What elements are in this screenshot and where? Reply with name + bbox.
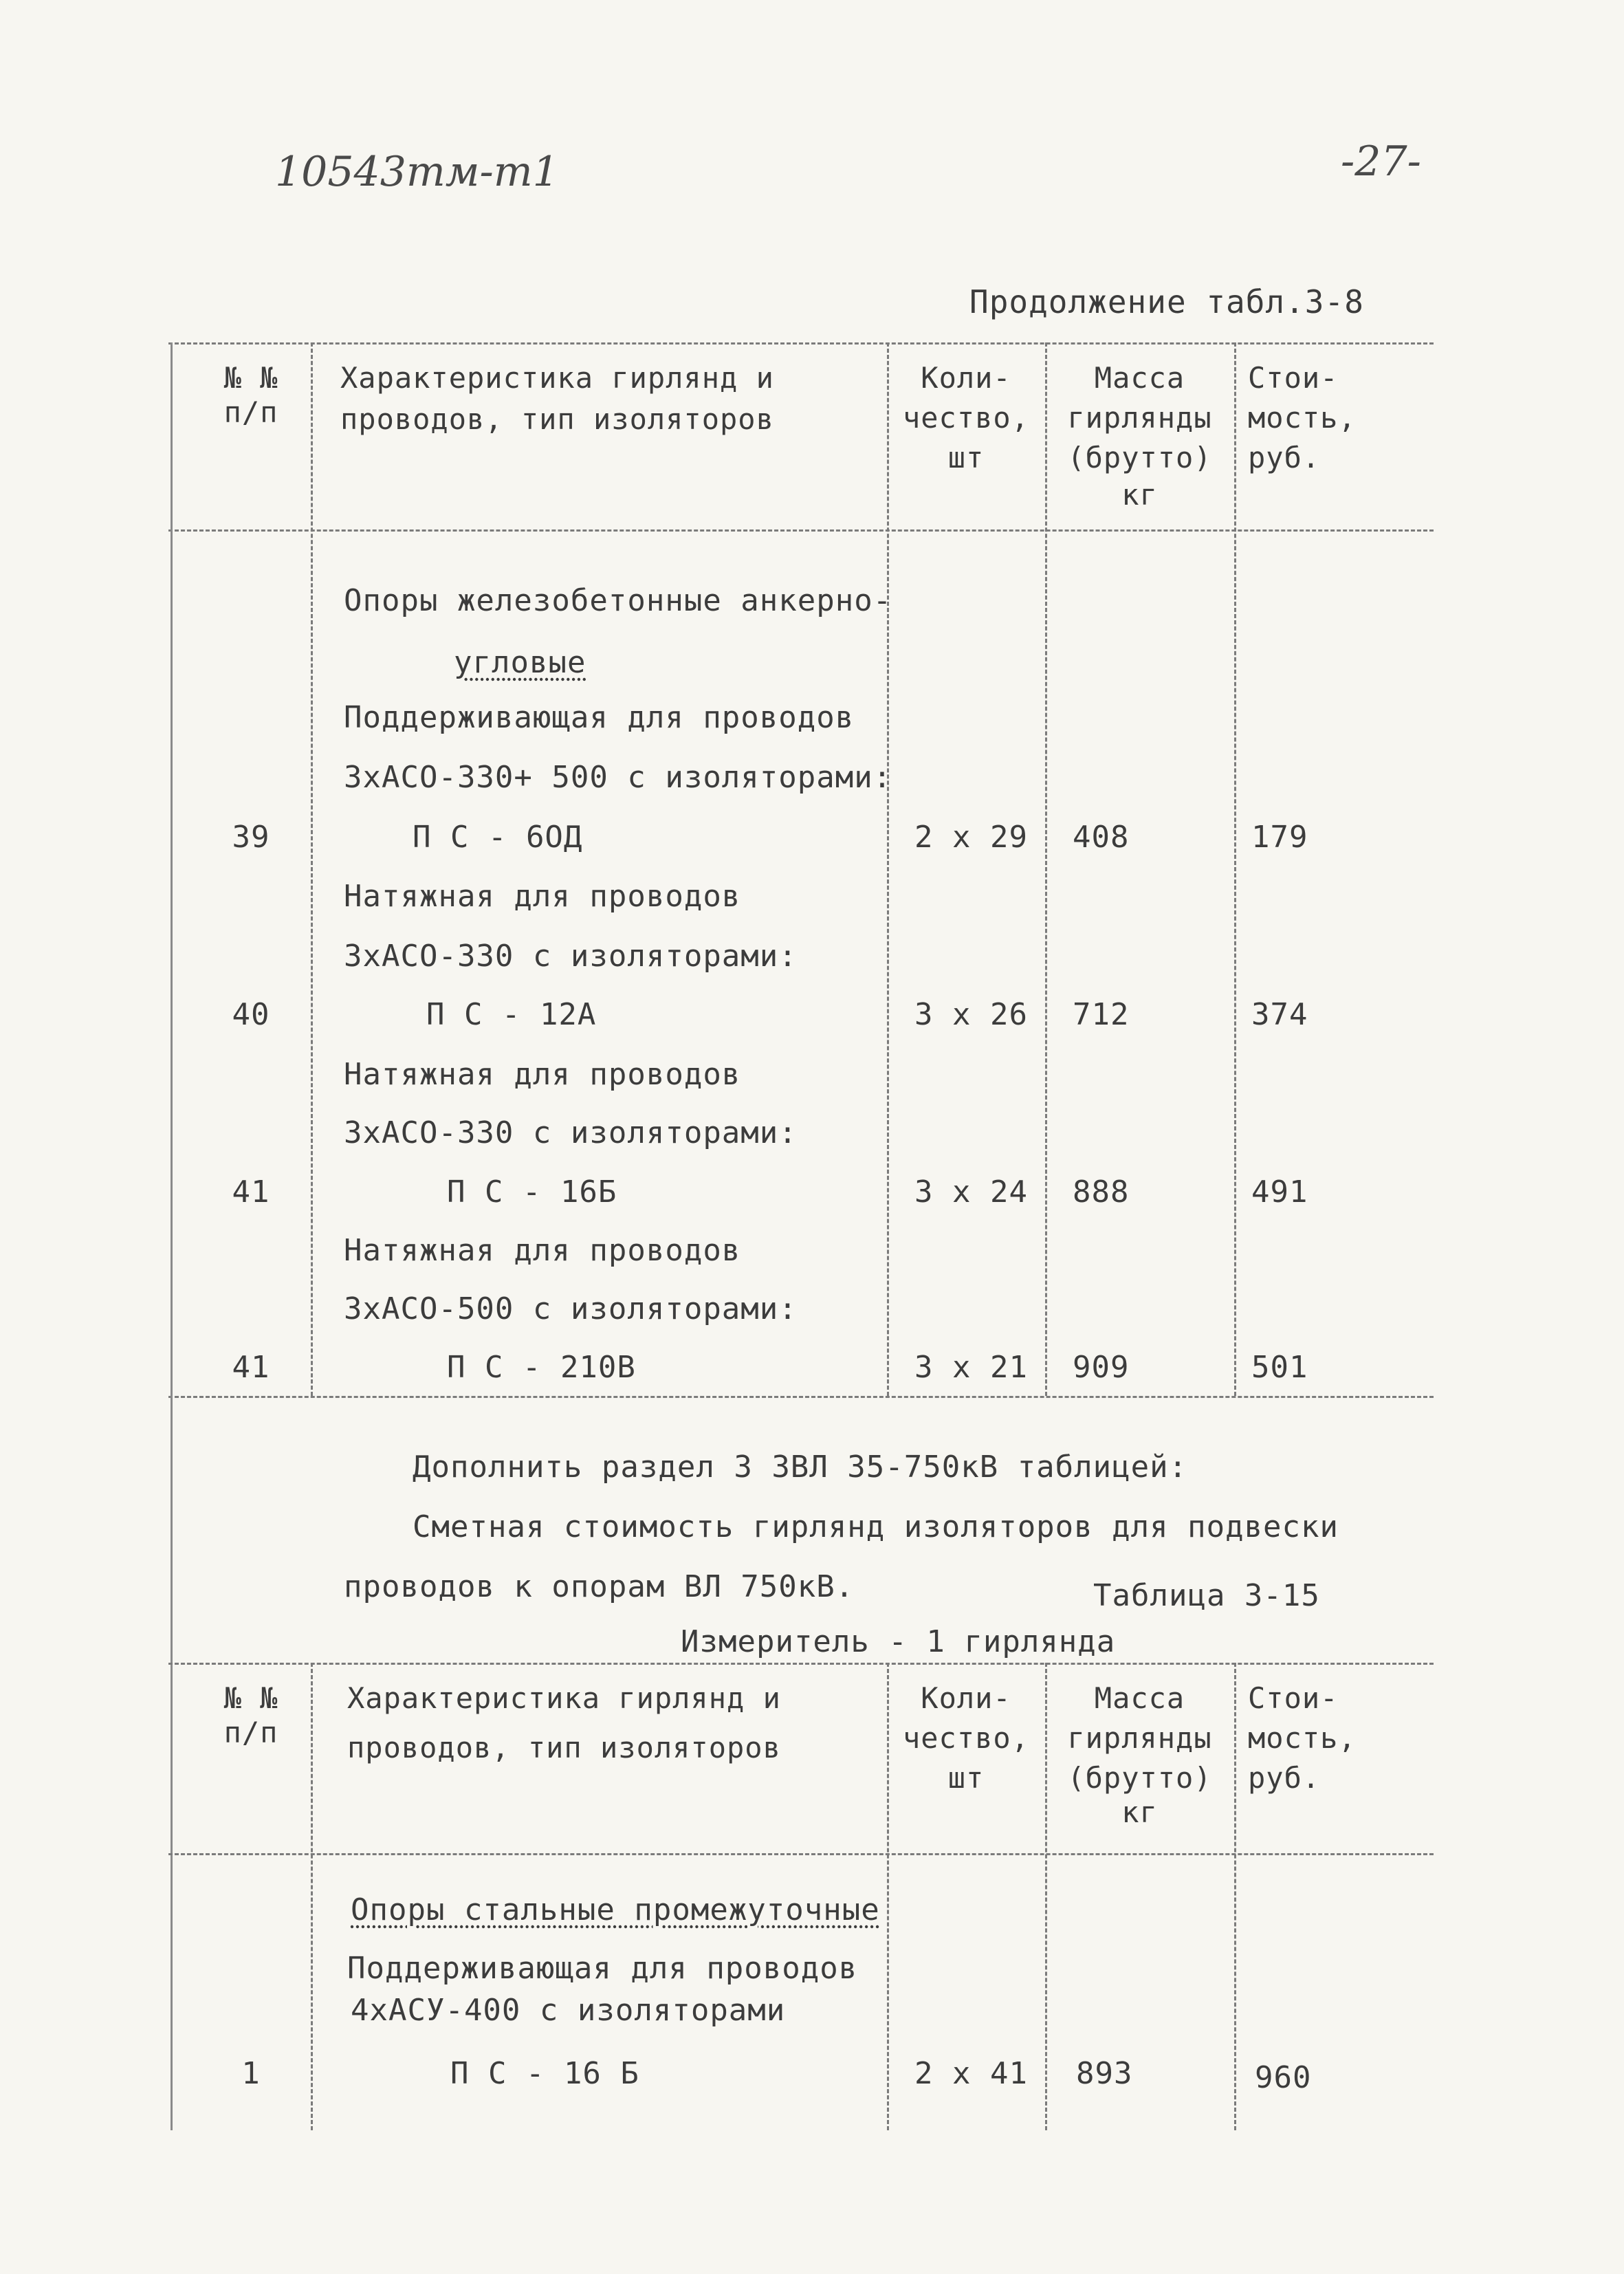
row-mass: 712: [1073, 997, 1130, 1032]
table-1-line-4: Натяжная для проводов: [344, 879, 741, 914]
table-2-top-rule: [168, 1663, 1434, 1665]
table-1-line-9: П С - 16Б: [447, 1174, 617, 1210]
row-mass: 909: [1073, 1350, 1130, 1385]
table-1-col-divider-4: [1234, 342, 1236, 1396]
table-1-line-1: Поддерживающая для проводов: [344, 700, 855, 735]
table-1-line-6: П С - 12А: [426, 997, 597, 1032]
table-1-section-title-line1: Опоры железобетонные анкерно-: [344, 583, 892, 618]
table-1-line-2: 3хАСО-330+ 500 с изоляторами:: [344, 760, 892, 795]
table-2-line-3: П С - 16 Б: [450, 2056, 639, 2091]
table-1-col-divider-1: [311, 342, 313, 1396]
row-number: 41: [232, 1350, 270, 1385]
continuation-label: Продолжение табл.3-8: [969, 283, 1364, 320]
row-quantity: 2 х 29: [914, 820, 1028, 855]
table-2-header-mass: Масса гирлянды (брутто) кг: [1067, 1681, 1212, 1829]
table-1-header-qty: Коли- чество, шт: [902, 361, 1029, 474]
row-number: 40: [232, 997, 270, 1032]
page-number: -27-: [1341, 138, 1421, 186]
page-left-margin-line: [171, 342, 173, 2130]
table-1-col-divider-2: [887, 342, 889, 1396]
row-number: 41: [232, 1174, 270, 1210]
row-quantity: 3 х 24: [914, 1174, 1028, 1210]
table-2-header-rule: [168, 1853, 1434, 1855]
measurement-unit: Измеритель - 1 гирлянда: [681, 1624, 1116, 1659]
table-1-line-5: 3хАСО-330 с изоляторами:: [344, 939, 798, 974]
row-quantity: 3 х 26: [914, 997, 1028, 1032]
row-mass: 888: [1073, 1174, 1130, 1210]
supplement-instruction: Дополнить раздел 3 ЗВЛ 35-750кВ таблицей:: [413, 1450, 1188, 1485]
table-1-header-desc: Характеристика гирлянд и проводов, тип изоляторов: [340, 361, 774, 436]
table-2-line-2: 4хАСУ-400 с изоляторами: [351, 1993, 786, 2028]
table-1-col-divider-3: [1045, 342, 1047, 1396]
table-1-header-num: № № п/п: [223, 361, 278, 429]
row-quantity: 2 х 41: [914, 2056, 1028, 2091]
table-2-section-title: Опоры стальные промежуточные: [351, 1892, 880, 1927]
table-1-header-rule: [168, 529, 1434, 532]
estimate-caption-line2: проводов к опорам ВЛ 750кВ.: [344, 1569, 855, 1604]
table-1-line-12: П С - 210В: [447, 1350, 636, 1385]
row-cost: 179: [1251, 820, 1308, 855]
document-code: 10543тм-т1: [275, 148, 559, 196]
table-1-section-title-line2: угловые: [454, 645, 586, 680]
table-2-header-desc: Характеристика гирлянд и проводов, тип изоляторов: [347, 1681, 781, 1764]
table-1-header-mass: Масса гирлянды (брутто) кг: [1067, 361, 1212, 512]
table-2-line-1: Поддерживающая для проводов: [347, 1951, 858, 1986]
table-1-line-3: П С - 6ОД: [413, 820, 583, 855]
row-cost: 374: [1251, 997, 1308, 1032]
table-2-col-divider-4: [1234, 1663, 1236, 2130]
row-cost: 491: [1251, 1174, 1308, 1210]
table-1-header-cost: Стои- мость, руб.: [1248, 361, 1357, 474]
table-1-line-7: Натяжная для проводов: [344, 1057, 741, 1092]
table-1-bottom-rule: [168, 1396, 1434, 1398]
row-number: 39: [232, 820, 270, 855]
table-2-header-cost: Стои- мость, руб.: [1248, 1681, 1357, 1795]
table-label: Таблица 3-15: [1093, 1578, 1320, 1613]
table-2-header-qty: Коли- чество, шт: [902, 1681, 1029, 1795]
table-2-col-divider-3: [1045, 1663, 1047, 2130]
row-cost: 960: [1255, 2060, 1312, 2095]
table-2-col-divider-2: [887, 1663, 889, 2130]
table-1-line-10: Натяжная для проводов: [344, 1233, 741, 1268]
row-number: 1: [241, 2056, 261, 2091]
row-mass: 408: [1073, 820, 1130, 855]
table-2-header-num: № № п/п: [223, 1681, 278, 1749]
row-quantity: 3 х 21: [914, 1350, 1028, 1385]
table-1-line-11: 3хАСО-500 с изоляторами:: [344, 1291, 798, 1326]
table-2-col-divider-1: [311, 1663, 313, 2130]
table-1-top-rule: [168, 342, 1434, 345]
row-cost: 501: [1251, 1350, 1308, 1385]
table-1-line-8: 3хАСО-330 с изоляторами:: [344, 1115, 798, 1150]
estimate-caption-line1: Сметная стоимость гирлянд изоляторов для подвески: [413, 1509, 1339, 1544]
row-mass: 893: [1076, 2056, 1133, 2091]
